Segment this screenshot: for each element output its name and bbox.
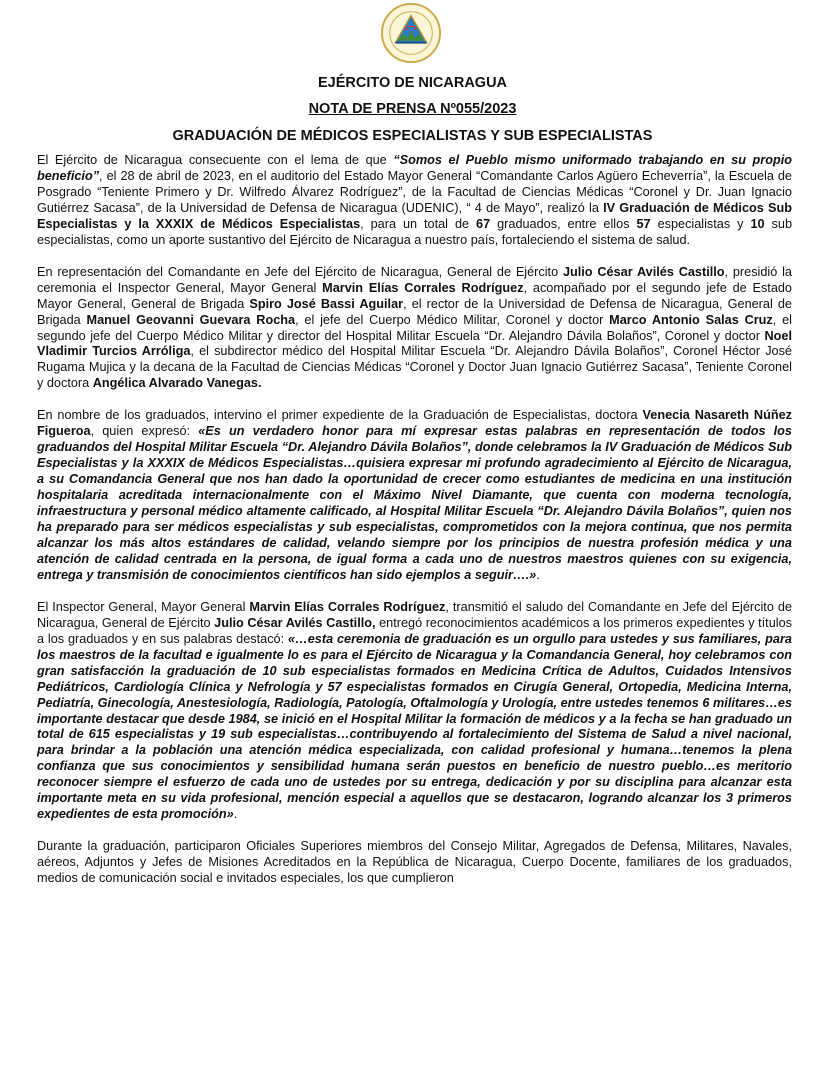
body-text: , el rector de la Universidad de Defensa de Nicaragua, General de Brigada xyxy=(37,296,792,327)
organization-heading: EJÉRCITO DE NICARAGUA xyxy=(317,75,508,91)
body-text: graduados, entre ellos xyxy=(490,216,637,231)
body-text: . xyxy=(233,807,238,822)
body-text: , el jefe del Cuerpo Médico Militar, Coronel y doctor xyxy=(295,312,610,327)
body-text: , el segundo jefe del Cuerpo Médico Militar y director del Hospital Militar Escuela “Dr. Alejandro Dávila Bolaños”, Coronel y doctor xyxy=(37,312,792,343)
body-text: especialistas y xyxy=(650,216,751,231)
emphasis-text: Marvin Elías Corrales Rodríguez xyxy=(322,280,524,295)
body-text: , quien expresó: xyxy=(90,424,199,439)
emphasis-text: 10 xyxy=(750,216,765,231)
body-text: . xyxy=(536,567,540,582)
emphasis-text: Angélica Alvarado Vanegas. xyxy=(92,376,262,391)
body-text: El Ejército de Nicaragua consecuente con el lema de que xyxy=(37,153,394,167)
article-body xyxy=(37,153,792,887)
coat-of-arms-icon xyxy=(380,2,442,64)
emphasis-text: “Somos el Pueblo mismo uniformado trabajando en su propio beneficio” xyxy=(37,153,792,183)
emphasis-text: 67 xyxy=(476,216,491,231)
emphasis-text: Marco Antonio Salas Cruz xyxy=(609,312,773,327)
emphasis-text: «Es un verdadero honor para mí expresar estas palabras en representación de todos los graduandos del Hospital Militar Escuela “Dr. Alejandro Dávila Bolaños”, donde celebramos la IV Graduación de Médicos Sub Especialistas y la XXXIX de Médicos Especialistas…quisiera expresar mi profundo agradecimiento al Ejército de Nicaragua, a su Comandancia General que nos han dado la oportunidad de crecer como estudiantes de medicina en una institución hospitalaria acreditada internacionalmente con el Máximo Nivel Diamante, que cuenta con moderna tecnología, infraestructura y personal médico altamente calificado, al Hospital Militar Escuela “Dr. Alejandro Dávila Bolaños”, quien nos ha preparado para ser médicos especialistas y sub especialistas, comprometidos con la mejora continua, que nos permita alcanzar los más altos estándares de calidad, velando siempre por los principios de nuestra profesión médica y una atención de calidad centrada en la persona, de igual forma a cada uno de nuestros maestros quienes con su exigencia, entrega y transmisión de conocimientos científicos han sido ejemplos a seguir….» xyxy=(37,424,792,582)
body-text: En nombre de los graduados, intervino el primer expediente de la Graduación de Especialistas, doctora xyxy=(37,408,643,423)
body-text: , el subdirector médico del Hospital Militar Escuela “Dr. Alejandro Dávila Bolaños”, Coronel Héctor José Rugama Mujica y la decana de la Facultad de Ciencias Médicas “Coronel y Doctor Juan Ignacio Gutiérrez Sacasa”, Teniente Coronel y doctora xyxy=(37,344,792,391)
press-release-number: NOTA DE PRENSA Nº055/2023 xyxy=(308,101,517,117)
paragraph-3 xyxy=(37,408,792,583)
paragraph-4 xyxy=(37,600,792,823)
body-text: , el 28 de abril de 2023, en el auditorio del Estado Mayor General “Comandante Carlos Agüero Echeverría”, la Escuela de Posgrado “Teniente Primero y Dr. Wilfredo Álvarez Rodríguez”, de la Facultad de Ciencias Médicas “Coronel y Dr. Juan Ignacio Gutiérrez Sacasa”, de la Universidad de Defensa de Nicaragua (UDENIC), “ 4 de Mayo”, realizó la xyxy=(37,168,792,215)
body-text: , acompañado por el segundo jefe de Estado Mayor General, General de Brigada xyxy=(37,280,792,311)
emphasis-text: «…esta ceremonia de graduación es un orgullo para ustedes y sus familiares, para los maestros de la facultad e igualmente lo es para el Ejército de Nicaragua y la Comandancia General, hoy celebramos con gran satisfacción la graduación de 10 sub especialistas formados en Medicina Crítica de Adultos, Cuidados Intensivos Pediátricos, Cardiología Clínica y Nefrología y 57 especialistas formados en Cirugía General, Ortopedia, Medicina Interna, Pediatría, Ginecología, Anestesiología, Radiología, Patología, Oftalmología y Urología, entre ustedes tenemos 6 militares…es importante destacar que desde 1984, se inició en el Hospital Militar la formación de médicos y a la fecha se han graduado un total de 615 especialistas y 19 sub especialistas…contribuyendo al fortalecimiento del Sistema de Salud a nivel nacional, para brindar a la población una atención médica especializada, con calidad profesional y humana…tenemos la plena confianza que sus conocimientos y sensibilidad humana serán puestos en beneficio de nuestro pueblo…es meritorio reconocer siempre el esfuerzo de cada uno de ustedes por su entrega, dedicación y por su disciplina para alcanzar esta importante meta en su vida profesional, mención especial a aquellos que se destacaron, logrando alcanzar los 3 primeros expedientes de esta promoción» xyxy=(37,631,792,822)
paragraph-1 xyxy=(37,153,792,249)
body-text: , transmitió el saludo del Comandante en Jefe del Ejército de Nicaragua, General de Ejército xyxy=(37,599,792,630)
emphasis-text: Julio César Avilés Castillo xyxy=(562,264,725,279)
emphasis-text: IV Graduación de Médicos Sub Especialistas y la XXXIX de Médicos Especialistas xyxy=(37,200,792,231)
emphasis-text: Noel Vladimir Turcios Arróliga xyxy=(37,328,792,359)
emphasis-text: Marvin Elías Corrales Rodríguez xyxy=(249,599,446,614)
emphasis-text: Julio César Avilés Castillo, xyxy=(214,615,376,630)
body-text: , presidió la ceremonia el Inspector General, Mayor General xyxy=(37,264,792,295)
paragraph-5 xyxy=(37,839,792,887)
body-text: En representación del Comandante en Jefe del Ejército de Nicaragua, General de Ejército xyxy=(37,264,563,279)
body-text: El Inspector General, Mayor General xyxy=(37,599,250,614)
body-text: , para un total de xyxy=(360,216,477,231)
emphasis-text: Manuel Geovanni Guevara Rocha xyxy=(86,312,296,327)
body-text: entregó reconocimientos académicos a los primeros expedientes y títulos a los graduados y en sus palabras destacó: xyxy=(37,615,792,646)
emphasis-text: Venecia Nasareth Núñez Figueroa xyxy=(37,408,792,439)
emphasis-text: 57 xyxy=(636,216,651,231)
paragraph-2 xyxy=(37,265,792,393)
body-text: sub especialistas, como un aporte sustantivo del Ejército de Nicaragua a nuestro país, fortaleciendo el sistema de salud. xyxy=(37,216,793,247)
article-title: GRADUACIÓN DE MÉDICOS ESPECIALISTAS Y SUB ESPECIALISTAS xyxy=(172,128,653,144)
emphasis-text: Spiro José Bassi Aguilar xyxy=(249,296,404,311)
body-text: Durante la graduación, participaron Oficiales Superiores miembros del Consejo Militar, Agregados de Defensa, Militares, Navales, aéreos, Adjuntos y Jefes de Misiones Acreditados en la República de Nicaragua, Cuerpo Docente, familiares de los graduados, medios de comunicación social e invitados especiales, los que cumplieron xyxy=(37,839,792,886)
